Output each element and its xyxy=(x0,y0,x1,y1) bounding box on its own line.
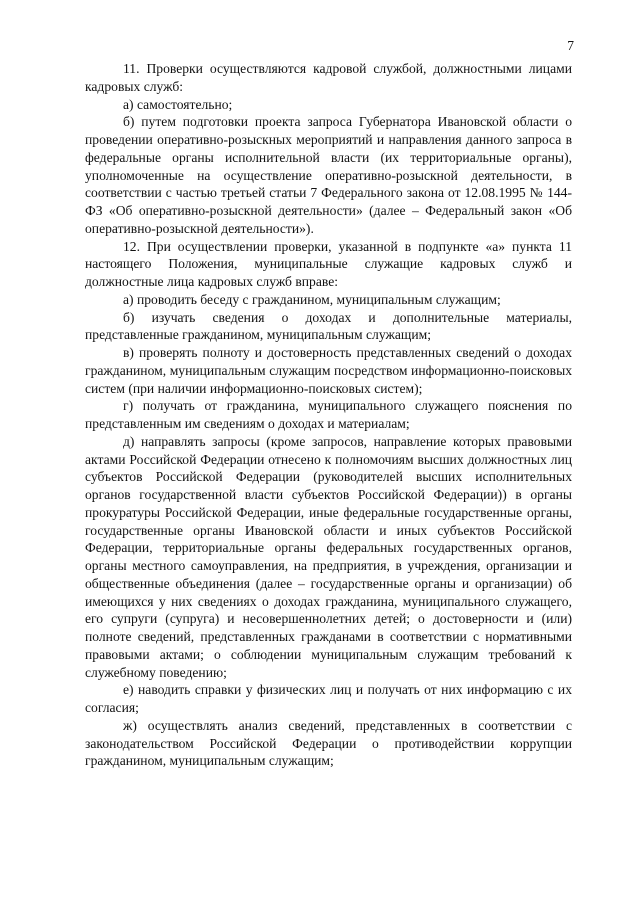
paragraph-12-g: г) получать от гражданина, муниципального служащего пояснения по представленным им сведениям о доходах и материалам; xyxy=(85,398,572,431)
paragraph-12-b: б) изучать сведения о доходах и дополнительные материалы, представленные гражданином, муниципальным служащим; xyxy=(85,309,572,343)
paragraph-12-zh: ж) осуществлять анализ сведений, представленных в соответствии с законодательством Российской Федерации о противодействии коррупции гражданином, муниципальным служащим; xyxy=(85,717,572,769)
paragraph-11-a: а) самостоятельно; xyxy=(123,96,233,112)
paragraph-12-v: в) проверять полноту и достоверность представленных сведений о доходах гражданином, муниципальным служащим посредством информационно-поисковых систем (при наличии информационно-поисковых систем); xyxy=(85,345,572,396)
paragraph-12-d: д) направлять запросы (кроме запросов, направление которых правовыми актами Российской Федерации отнесено к полномочиям высших должностных лиц субъектов Российской Федерации (руководителей высших исполнительных органов государственной власти субъектов Российской Федерации)) в органы прокуратуры Российской Федерации, иные федеральные государственные органы, государственные органы Ивановской области и иных субъектов Российской Федерации, территориальные органы федеральных государственных органов, органы местного самоуправления, на предприятия, в учреждения, организации и общественные объединения (далее – государственные органы и организации) об имеющихся у них сведениях о доходах гражданина, муниципального служащего, его супруги (супруга) и несовершеннолетних детей; о достоверности и (или) полноте сведений, представленных гражданами в соответствии с нормативными правовыми актами; о соблюдении муниципальным служащим требований к служебному поведению; xyxy=(85,433,572,680)
page-number: 7 xyxy=(567,38,574,53)
paragraph-11-b: б) путем подготовки проекта запроса Губернатора Ивановской области о проведении оперативно-розыскных мероприятий и направления данного запроса в федеральные органы исполнительной власти (их территориальные органы), уполномоченные на осуществление оперативно-розыскной деятельности, в соответствии с частью третьей статьи 7 Федерального закона от 12.08.1995 № 144-ФЗ «Об оперативно-розыскной деятельности» (далее – Федеральный закон «Об оперативно-розыскной деятельности»). xyxy=(85,114,572,236)
paragraph-12-e: е) наводить справки у физических лиц и получать от них информацию с их согласия; xyxy=(85,682,572,715)
paragraph-11: 11. Проверки осуществляются кадровой службой, должностными лицами кадровых служб: xyxy=(85,61,572,94)
paragraph-12-a: а) проводить беседу с гражданином, муниципальным служащим; xyxy=(123,291,501,307)
document-body xyxy=(85,60,572,770)
paragraph-12: 12. При осуществлении проверки, указанной в подпункте «а» пункта 11 настоящего Положения, муниципальные служащие кадровых служб и должностные лица кадровых служб вправе: xyxy=(85,238,572,289)
